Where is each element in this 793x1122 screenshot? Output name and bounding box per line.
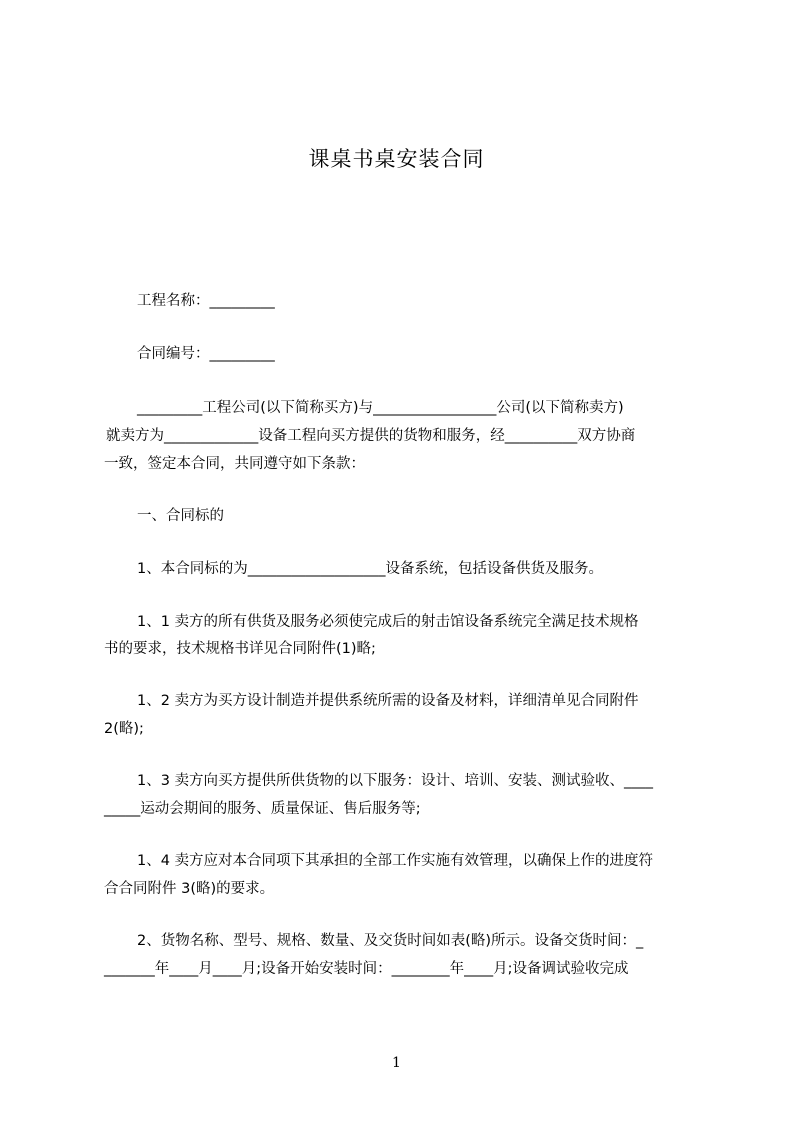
page-number: 1 (392, 1055, 401, 1071)
clause-1: 1、本合同标的为___________________设备系统，包括设备供货及服务。 (137, 561, 603, 577)
clause-1-4-line-2: 合合同附件 3(略)的要求。 (104, 881, 275, 897)
clause-1-3-line-1: 1、3 卖方向买方提供所供货物的以下服务：设计、培训、安装、测试验收、____ (137, 773, 654, 789)
project-name-field: 工程名称：_________ (137, 293, 275, 309)
document-title: 课桌书桌安装合同 (308, 147, 485, 171)
clause-1-4-line-1: 1、4 卖方应对本合同项下其承担的全部工作实施有效管理，以确保上作的进度符 (137, 853, 654, 869)
clause-2-line-1: 2、货物名称、型号、规格、数量、及交货时间如表(略)所示。设备交货时间：_ (137, 933, 644, 949)
clause-1-3-line-2: _____运动会期间的服务、质量保证、售后服务等; (104, 801, 421, 817)
clause-2-line-2: _______年____月____月;设备开始安装时间：________年____月;设备调试验收完成 (104, 961, 629, 977)
clause-1-2-line-2: 2(略); (104, 721, 144, 737)
contract-number-field: 合同编号：_________ (137, 346, 275, 362)
clause-1-1-line-2: 书的要求，技术规格书详见合同附件(1)略; (104, 641, 376, 657)
intro-line-1: _________工程公司(以下简称买方)与_________________公司(以下简称卖方) (137, 400, 624, 416)
section-heading: 一、合同标的 (137, 508, 224, 524)
clause-1-1-line-1: 1、1 卖方的所有供货及服务必须使完成后的射击馆设备系统完全满足技术规格 (137, 614, 639, 630)
intro-line-2: 就卖方为_____________设备工程向买方提供的货物和服务，经__________双方协商 (106, 428, 636, 444)
clause-1-2-line-1: 1、2 卖方为买方设计制造并提供系统所需的设备及材料，详细清单见合同附件 (137, 693, 639, 709)
intro-line-3: 一致，签定本合同，共同遵守如下条款： (104, 456, 365, 472)
